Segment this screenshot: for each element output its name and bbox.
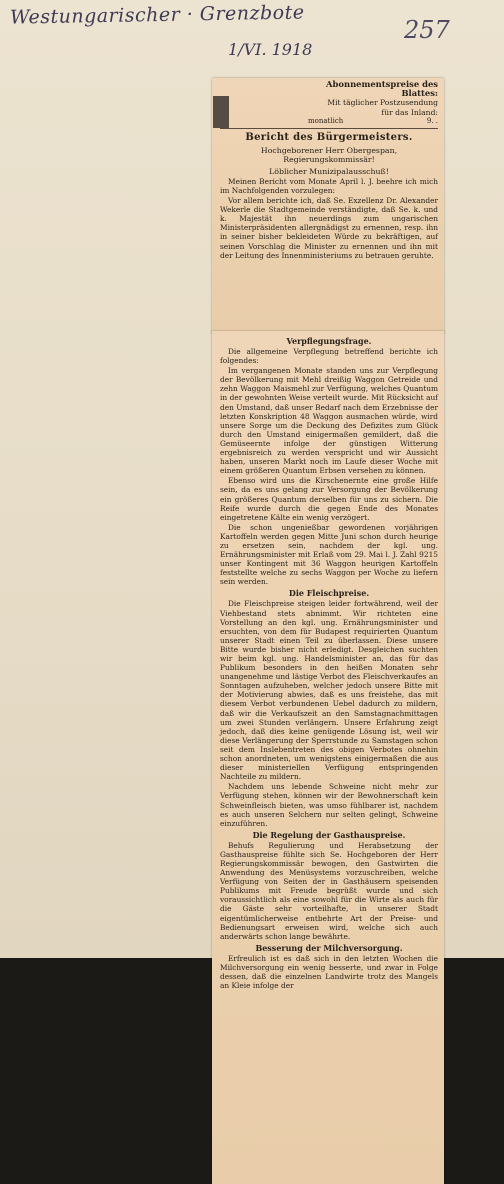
intro-paragraph: Meinen Bericht vom Monate April l. J. beehre ich mich im Nachfolgenden vorzulegen: xyxy=(220,176,438,196)
intro-paragraph: Vor allem berichte ich, daß Se. Exzellenz Dr. Alexander Wekerle die Stadtgemeinde verständigte, daß Se. k. und k. Majestät ihn neuerdings zum ungarischen Ministerpräsidenten allergnädigst zu ernennen, resp. ihn in seiner bisher bekleideten Würde zu bekräftigen, auf seinen Vorschlag die Minister zu ernennen und ihn mit der Leitung des Innenministeriums zu betrauen geruhte. xyxy=(220,196,438,260)
paragraph: Die Fleischpreise steigen leider fortwährend, weil der Viehbestand stets abnimmt. Wir richteten eine Vorstellung an den kgl. ung. Ernährungsminister und ersuchten, von dem für Budapest requirierten Quantum unserer Stadt einen Teil zu überlassen. Diese unsere Bitte wurde bisher nicht erledigt. Desgleichen suchten wir beim kgl. ung. Handelsminister an, das für das Publikum besonders in den heißen Monaten sehr unangenehme und lästige Verbot des Fleischverkaufes an Sonntagen aufzuheben, welcher jedoch unsere Bitte mit der Motivierung abwies, daß es uns freistehe, das mit diesem Verbot verbundenen Uebel dadurch zu mildern, daß wir die Verkaufszeit an den Samstagnachmittagen um zwei Stunden verlängern. Unsere Erfahrung zeigt jedoch, daß dies keine genügende Lösung ist, weil wir diese Verlängerung der Sperrstunde zu Samstagen schon seit dem Inslebentreten des obigen Verbotes ohnehin schon anordneten, um wenigstens einigermaßen die aus dieser ministeriellen Verfügung entspringenden Nachteile zu mildern. xyxy=(220,599,438,782)
subscription-line-4: für das Inland: xyxy=(381,107,438,117)
paragraph: Behufs Regulierung und Herabsetzung der Gasthauspreise fühlte sich Se. Hochgeboren der Herr Regierungskommissär bewogen, den Gastwirten die Anwendung des Menüsystems vorzuschreiben, welche Verfügung von Seiten der in Gasthäusern speisenden Publikums mit Freude begrüßt wurde und sich voraussichtlich als eine sowohl für die Wirte als auch für die Gäste sehr vorteilhafte, in unserer Stadt eigentümlicherweise entbehrte Art der Preise- und Bedienungsart erweisen wird, welche sich auch anderwärts schon lange bewährte. xyxy=(220,840,438,941)
subscription-box xyxy=(308,80,438,126)
paragraph: Die allgemeine Verpflegung betreffend berichte ich folgendes: xyxy=(220,347,438,366)
subscription-title-2: Blattes: xyxy=(401,88,438,99)
subscription-line-3: Mit täglicher Postzusendung xyxy=(327,98,438,108)
clipping-lower xyxy=(212,331,444,1184)
subscription-row xyxy=(308,117,438,126)
paragraph: Nachdem uns lebende Schweine nicht mehr zur Verfügung stehen, können wir der Bewohnerschaft kein Schweinfleisch bieten, was umso fühlbarer ist, nachdem es auch unseren Selchern nur selten gelingt, Schweine einzuführen. xyxy=(220,782,438,828)
section-heading: Verpflegungsfrage. xyxy=(286,336,372,346)
handwritten-date: 1/VI. 1918 xyxy=(228,40,313,59)
paragraph: Im vergangenen Monate standen uns zur Verpflegung der Bevölkerung mit Mehl dreißig Waggon Getreide und zehn Waggon Maismehl zur Verfügung, welches Quantum in der gewohnten Weise verteilt wurde. Mit Rücksicht auf den Umstand, daß unser Bedarf nach dem Erzebnisse der letzten Konskription 48 Waggon ausmachen würde, wird unsere Sorge um die Deckung des Defizites zum Glück durch den Umstand einigermaßen gemildert, daß die Gemüseernte infolge der günstigen Witterung ergebnisreich zu werden verspricht und wir Aussicht haben, unseren Markt noch im Laufe dieser Woche mit einem größeren Quantum Erbsen versehen zu können. xyxy=(220,366,438,476)
clipping-upper xyxy=(212,78,444,333)
subscription-row-label: monatlich xyxy=(308,116,344,125)
salutation: Hochgeborener Herr Obergespan, Regierungskommissär! xyxy=(260,146,398,165)
dark-background xyxy=(0,958,214,1184)
subscription-title-1: Abonnementspreise des xyxy=(326,79,438,89)
divider xyxy=(220,128,438,129)
paragraph: Ebenso wird uns die Kirschenernte eine große Hilfe sein, da es uns gelang zur Versorgung der Bevölkerung ein größeres Quantum derselben für uns zu sichern. Die Reife wurde durch die gegen Ende des Monates eingetretene Kälte ein wenig verzögert. xyxy=(220,476,438,522)
paragraph: Erfreulich ist es daß sich in den letzten Wochen die Milchversorgung ein wenig besserte, und zwar in Folge dessen, daß die einzelnen Landwirte trotz des Mangels an Kleie infolge der xyxy=(220,953,438,991)
handwritten-newspaper-name: Westungarischer · Grenzbote xyxy=(9,1,305,29)
article-title: Bericht des Bürgermeisters. xyxy=(245,132,413,144)
section-heading: Besserung der Milchversorgung. xyxy=(255,942,403,953)
ink-smudge xyxy=(213,96,229,128)
subscription-row-value: 9. . xyxy=(426,116,438,125)
committee-address: Löblicher Munizipalausschuß! xyxy=(269,166,389,176)
handwritten-page-number: 257 xyxy=(404,16,450,44)
section-heading: Die Fleischpreise. xyxy=(288,588,370,599)
paragraph: Die schon ungenießbar gewordenen vorjährigen Kartoffeln werden gegen Mitte Juni schon durch heurige zu ersetzen sein, nachdem der kgl. ung. Ernährungsminister mit Erlaß vom 29. Mai l. J. Zahl 9215 unser Kontingent mit 36 Waggon heurigen Kartoffeln feststellte welche zu sechs Waggon per Woche zu liefern sein werden. xyxy=(220,522,438,587)
section-heading: Die Regelung der Gasthauspreise. xyxy=(252,829,406,840)
